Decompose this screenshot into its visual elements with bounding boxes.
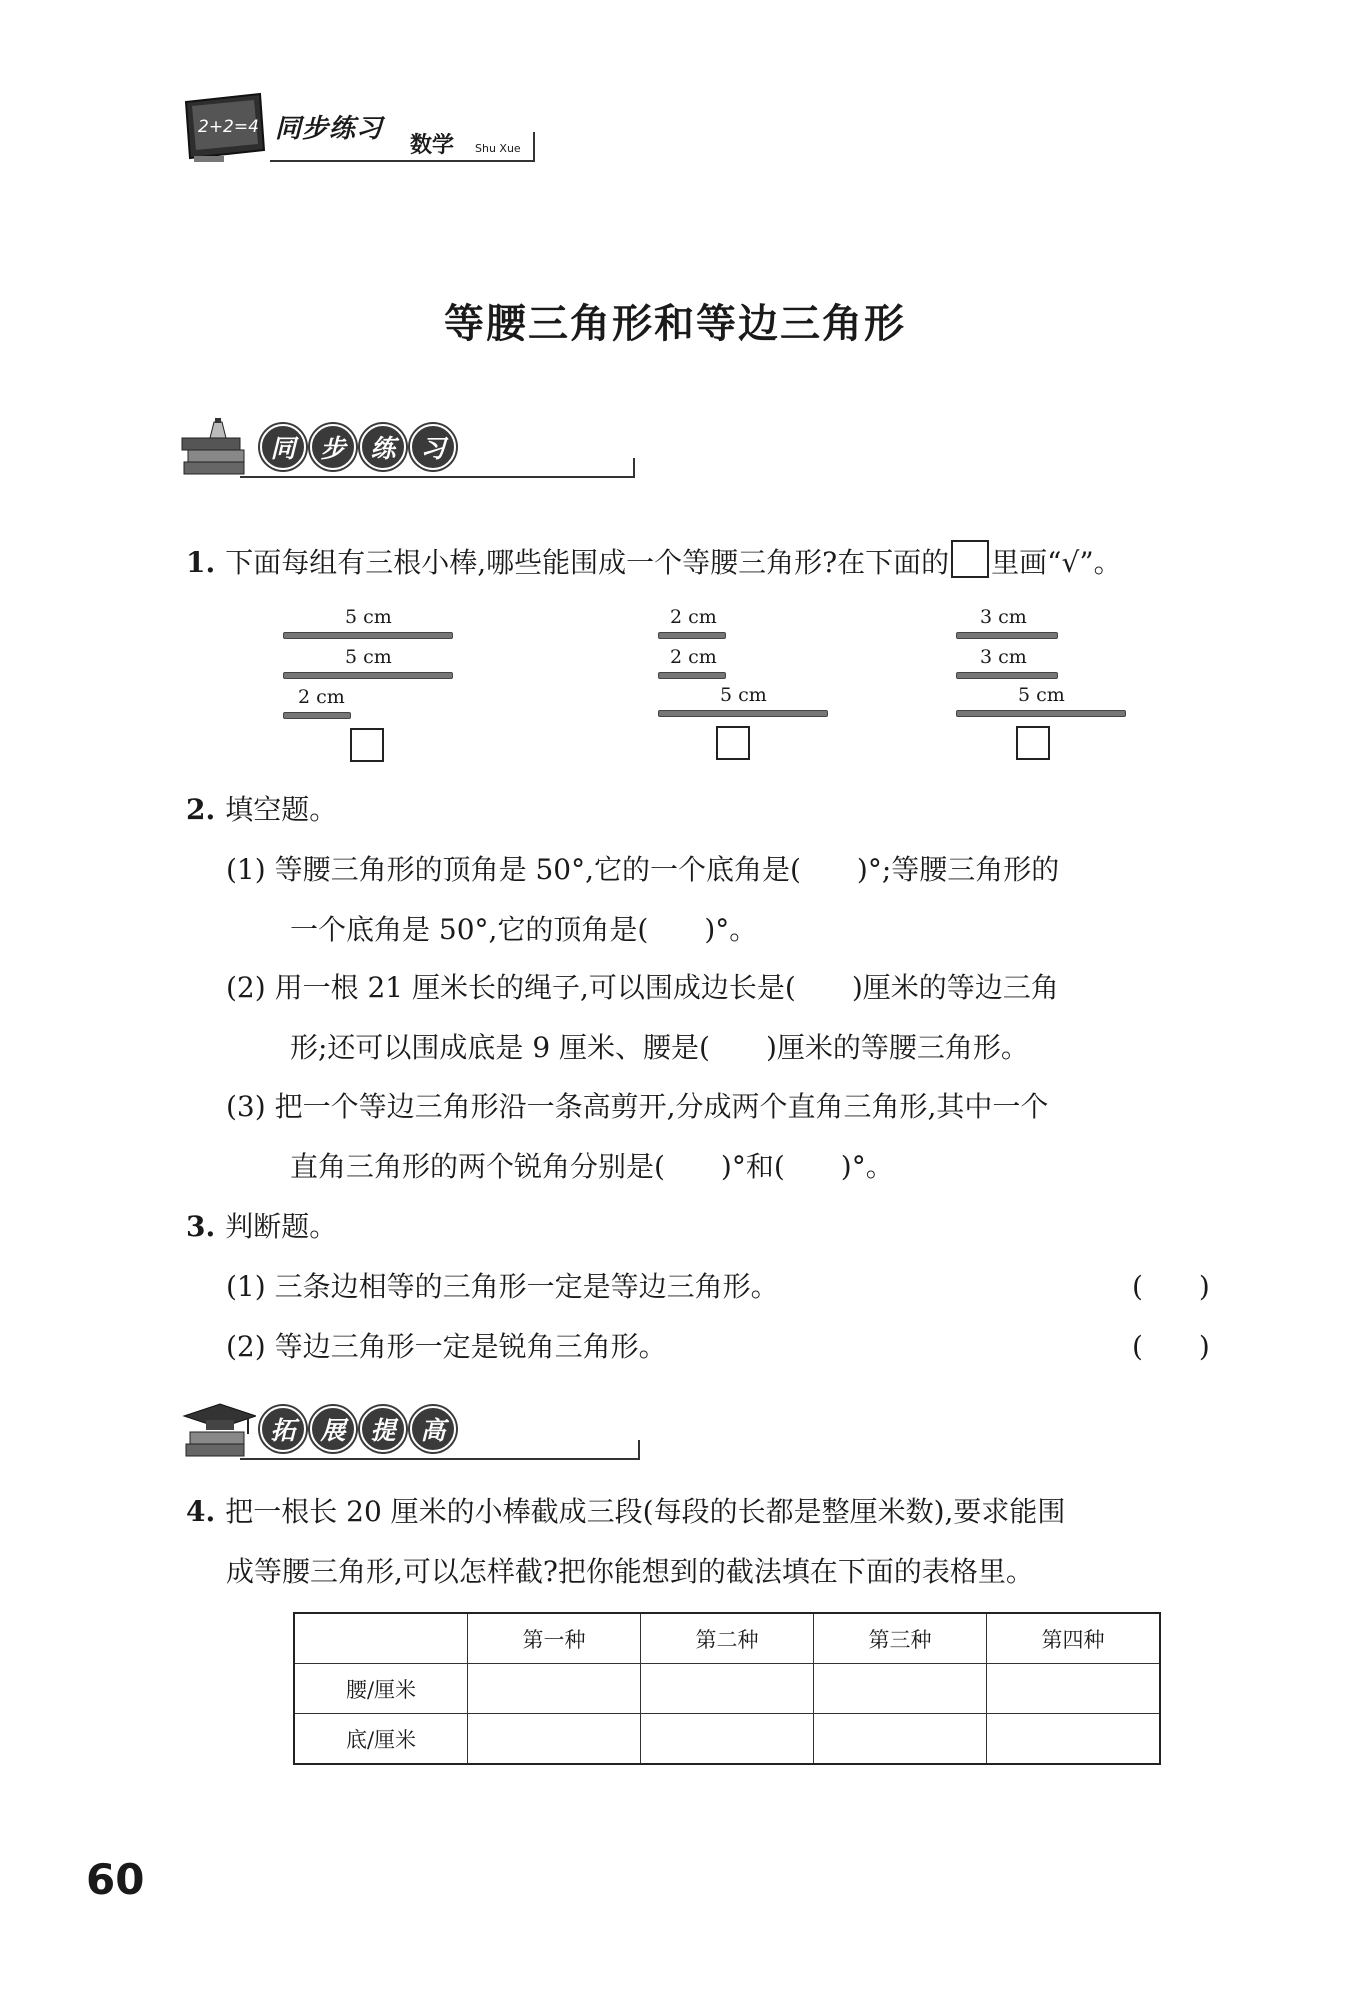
question-text-suffix: 里画“√”。 [991,546,1122,579]
answer-cell[interactable] [987,1664,1161,1714]
stick [283,672,453,679]
header-underline [270,160,535,162]
section-badge-sync-practice [180,418,650,478]
stick-label: 3 cm [980,646,1027,668]
stick-label: 2 cm [670,646,717,668]
q2-item-1-line1: (1) 等腰三角形的顶角是 50°,它的一个底角是( )°;等腰三角形的 [226,853,1060,886]
answer-cell[interactable] [468,1714,641,1765]
badge-char: 提 [360,1406,406,1452]
answer-cell[interactable] [814,1714,987,1765]
stick [956,632,1058,639]
section-badge-extension [180,1400,650,1460]
question-number: 2. [186,793,216,826]
question-number: 1. [186,546,216,579]
table-header-cell: 第三种 [814,1613,987,1664]
badge-char: 高 [410,1406,456,1452]
answer-checkbox-3[interactable] [1016,726,1050,760]
stick [658,710,828,717]
row-label: 底/厘米 [294,1714,468,1765]
q3-item-1: (1) 三条边相等的三角形一定是等边三角形。 [226,1270,779,1303]
table-header-cell: 第二种 [641,1613,814,1664]
q3-item-1-answer-parens[interactable]: ( ) [1132,1270,1210,1303]
badge-char: 拓 [260,1406,306,1452]
table-header-row [294,1613,1160,1664]
answer-box-sample [951,540,989,578]
stick-label: 3 cm [980,606,1027,628]
table-header-cell [294,1613,468,1664]
stick [956,710,1126,717]
q2-item-1-line2: 一个底角是 50°,它的顶角是( )°。 [290,913,758,946]
header-title: 同步练习 [275,114,384,144]
header-subject: 数学 [410,133,455,158]
badge-char: 练 [360,424,406,470]
answer-cell[interactable] [641,1664,814,1714]
stick-label: 5 cm [345,646,392,668]
cutting-methods-table [293,1612,1161,1765]
stick [956,672,1058,679]
answer-cell[interactable] [641,1714,814,1765]
q2-item-3-line2: 直角三角形的两个锐角分别是( )°和( )°。 [290,1150,894,1183]
question-title: 填空题。 [225,793,338,826]
q2-item-2-line1: (2) 用一根 21 厘米长的绳子,可以围成边长是( )厘米的等边三角 [226,971,1059,1004]
answer-checkbox-2[interactable] [716,726,750,760]
stick [658,672,726,679]
answer-cell[interactable] [468,1664,641,1714]
badge-char: 同 [260,424,306,470]
question-2 [186,790,337,830]
answer-cell[interactable] [987,1714,1161,1765]
question-text: 下面每组有三根小棒,哪些能围成一个等腰三角形?在下面的 [225,546,950,579]
question-number: 4. [186,1495,216,1528]
page-title: 等腰三角形和等边三角形 [444,300,906,347]
badge-char: 习 [410,424,456,470]
stick [283,712,351,719]
board-text: 2+2=4 [198,117,259,137]
stick-label: 2 cm [298,686,345,708]
page-number: 60 [86,1855,145,1904]
stick [658,632,726,639]
table-row [294,1664,1160,1714]
stick-label: 5 cm [345,606,392,628]
table-row [294,1714,1160,1765]
question-text-line2: 成等腰三角形,可以怎样截?把你能想到的截法填在下面的表格里。 [226,1555,1034,1588]
answer-checkbox-1[interactable] [350,728,384,762]
header-pinyin: Shu Xue [475,142,521,155]
question-title: 判断题。 [225,1210,338,1243]
answer-cell[interactable] [814,1664,987,1714]
q3-item-2-answer-parens[interactable]: ( ) [1132,1330,1210,1363]
badge-char: 步 [310,424,356,470]
question-text-line1: 把一根长 20 厘米的小棒截成三段(每段的长都是整厘米数),要求能围 [225,1495,1066,1528]
stick-label: 5 cm [720,684,767,706]
stick-label: 5 cm [1018,684,1065,706]
badge-char: 展 [310,1406,356,1452]
question-number: 3. [186,1210,216,1243]
table-header-cell: 第四种 [987,1613,1161,1664]
q3-item-2: (2) 等边三角形一定是锐角三角形。 [226,1330,667,1363]
blackboard-logo-icon [180,92,266,164]
question-1 [186,540,1122,583]
header-divider [533,132,535,162]
question-3 [186,1207,337,1247]
question-4 [186,1492,1065,1532]
row-label: 腰/厘米 [294,1664,468,1714]
stick [283,632,453,639]
table-header-cell: 第一种 [468,1613,641,1664]
books-lamp-icon [180,418,256,484]
stick-label: 2 cm [670,606,717,628]
q2-item-2-line2: 形;还可以围成底是 9 厘米、腰是( )厘米的等腰三角形。 [290,1031,1029,1064]
books-graduation-cap-icon [180,1400,256,1466]
q2-item-3-line1: (3) 把一个等边三角形沿一条高剪开,分成两个直角三角形,其中一个 [226,1090,1049,1123]
